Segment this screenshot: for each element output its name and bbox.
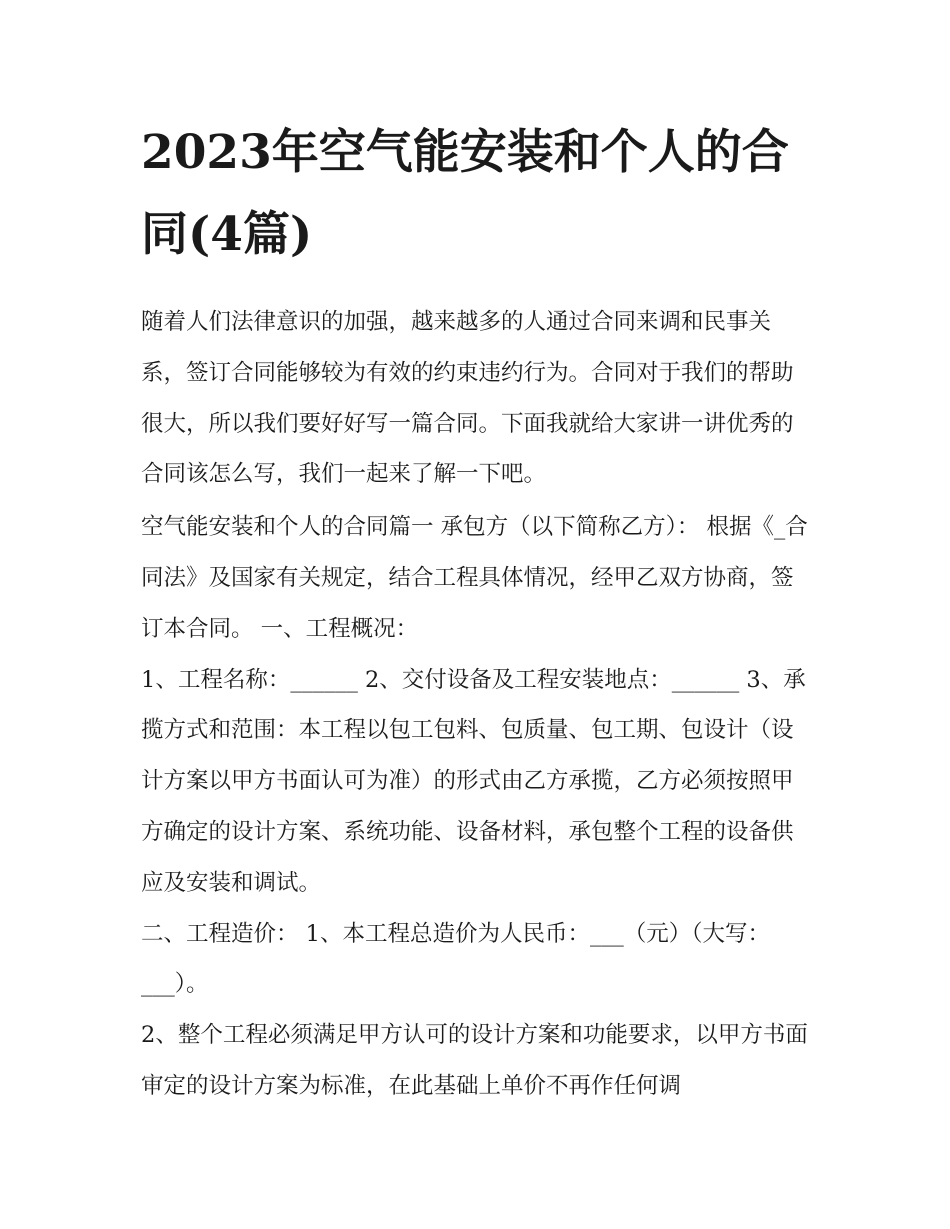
intro-paragraph: 随着人们法律意识的加强，越来越多的人通过合同来调和民事关系，签订合同能够较为有效的约束违约行为。合同对于我们的帮助很大，所以我们要好好写一篇合同。下面我就给大家讲一讲优秀的合同该怎么写，我们一起来了解一下吧。 [141,309,794,488]
project-overview-paragraph: 1、工程名称：______ 2、交付设备及工程安装地点：______ 3、承揽方式和范围：本工程以包工包料、包质量、包工期、包设计（设计方案以甲方书面认可为准）的形式由乙方承揽，乙方必须按照甲方确定的设计方案、系统功能、设备材料，承包整个工程的设备供应及安装和调试。 [141,666,806,896]
document-body [141,112,813,1112]
document-title: 2023年空气能安装和个人的合同(4篇) [141,125,789,262]
project-cost-paragraph: 二、工程造价： 1、本工程总造价为人民币：___（元）（大写：___）。 [141,920,770,998]
contract-intro-paragraph: 空气能安装和个人的合同篇一 承包方（以下简称乙方）： 根据《_合同法》及国家有关规定，结合工程具体情况，经甲乙双方协商，签订本合同。 一、工程概况： [141,514,808,642]
design-requirement-paragraph: 2、整个工程必须满足甲方认可的设计方案和功能要求，以甲方书面审定的设计方案为标准，在此基础上单价不再作任何调 [141,1022,808,1099]
